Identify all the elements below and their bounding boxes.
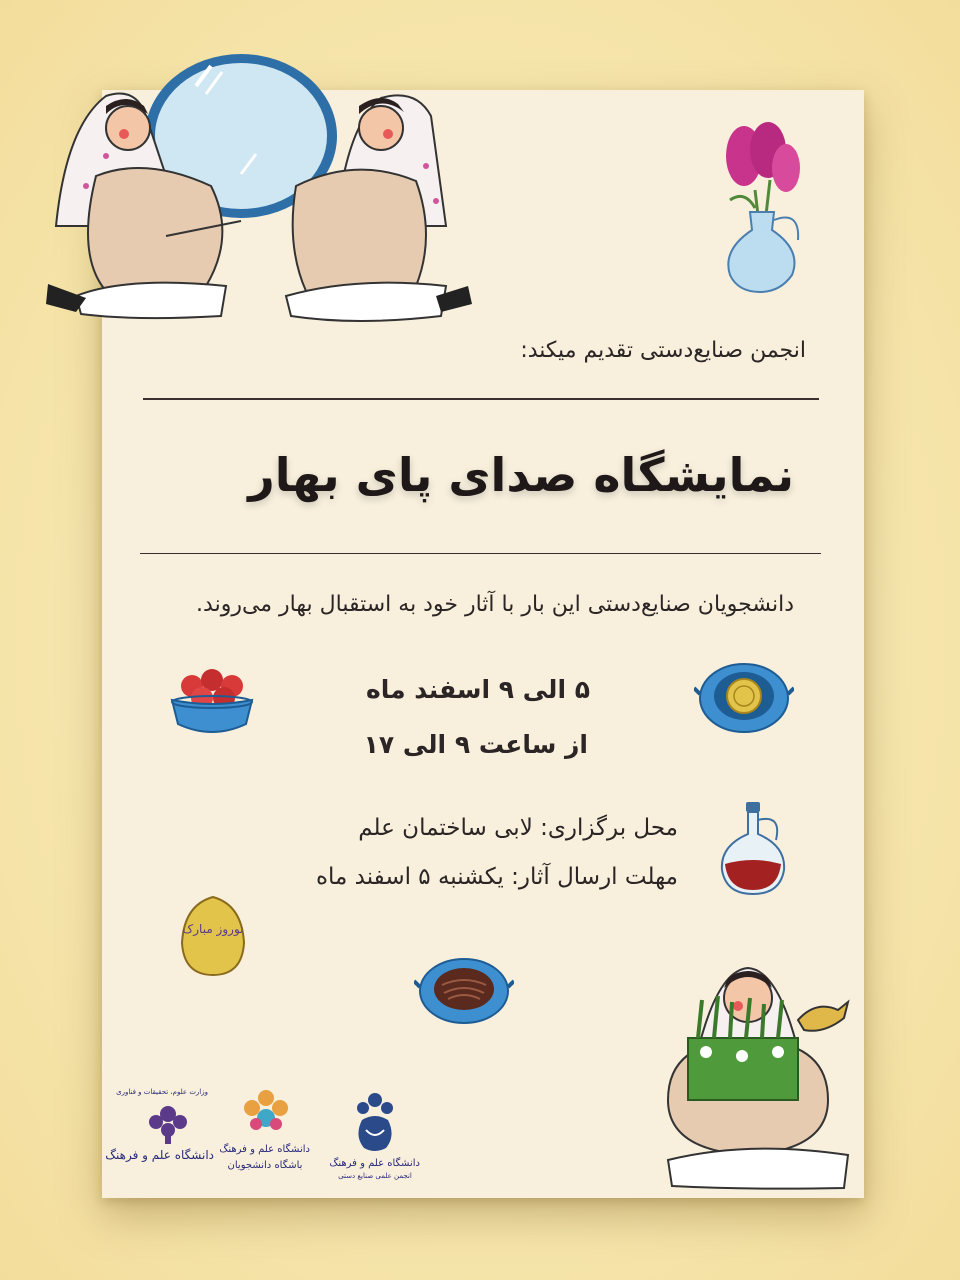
- bottom-divider: [140, 553, 821, 554]
- association-logo: [348, 1090, 402, 1154]
- sabzeh-girl-illustration: [648, 960, 858, 1190]
- vinegar-bottle-icon: [716, 800, 792, 896]
- event-title: نمایشگاه صدای پای بهار: [248, 448, 794, 502]
- club-uni-label: دانشگاه علم و فرهنگ: [219, 1144, 310, 1155]
- egg-text: نوروز مبارک: [182, 922, 244, 936]
- coin-bowl-icon: [694, 658, 794, 740]
- assoc-uni-label: دانشگاه علم و فرهنگ: [329, 1158, 420, 1169]
- event-subtitle: دانشجویان صنایع‌دستی این بار با آثار خود به استقبال بهار می‌روند.: [196, 592, 794, 617]
- club-label: باشگاه دانشجویان: [227, 1160, 303, 1171]
- ministry-logo: [140, 1100, 196, 1146]
- samanu-bowl-icon: [414, 955, 514, 1037]
- assoc-label: انجمن علمی صنایع دستی: [338, 1172, 412, 1180]
- event-hours: از ساعت ۹ الی ۱۷: [363, 730, 588, 759]
- ministry-caption: وزارت علوم، تحقیقات و فناوری: [116, 1088, 208, 1096]
- ministry-uni-label: دانشگاه علم و فرهنگ: [105, 1148, 214, 1162]
- nowruz-egg-icon: [180, 895, 246, 977]
- intro-text: انجمن صنایع‌دستی تقدیم میکند:: [520, 338, 806, 363]
- apple-bowl-icon: [166, 658, 258, 740]
- event-dates: ۵ الی ۹ اسفند ماه: [365, 675, 590, 704]
- event-venue: محل برگزاری: لابی ساختمان علم: [358, 815, 678, 841]
- top-divider: [143, 398, 819, 400]
- student-club-logo: [238, 1088, 294, 1140]
- daf-players-illustration: [36, 36, 476, 336]
- hyacinth-vase-icon: [710, 120, 810, 295]
- submission-deadline: مهلت ارسال آثار: یکشنبه ۵ اسفند ماه: [315, 864, 678, 890]
